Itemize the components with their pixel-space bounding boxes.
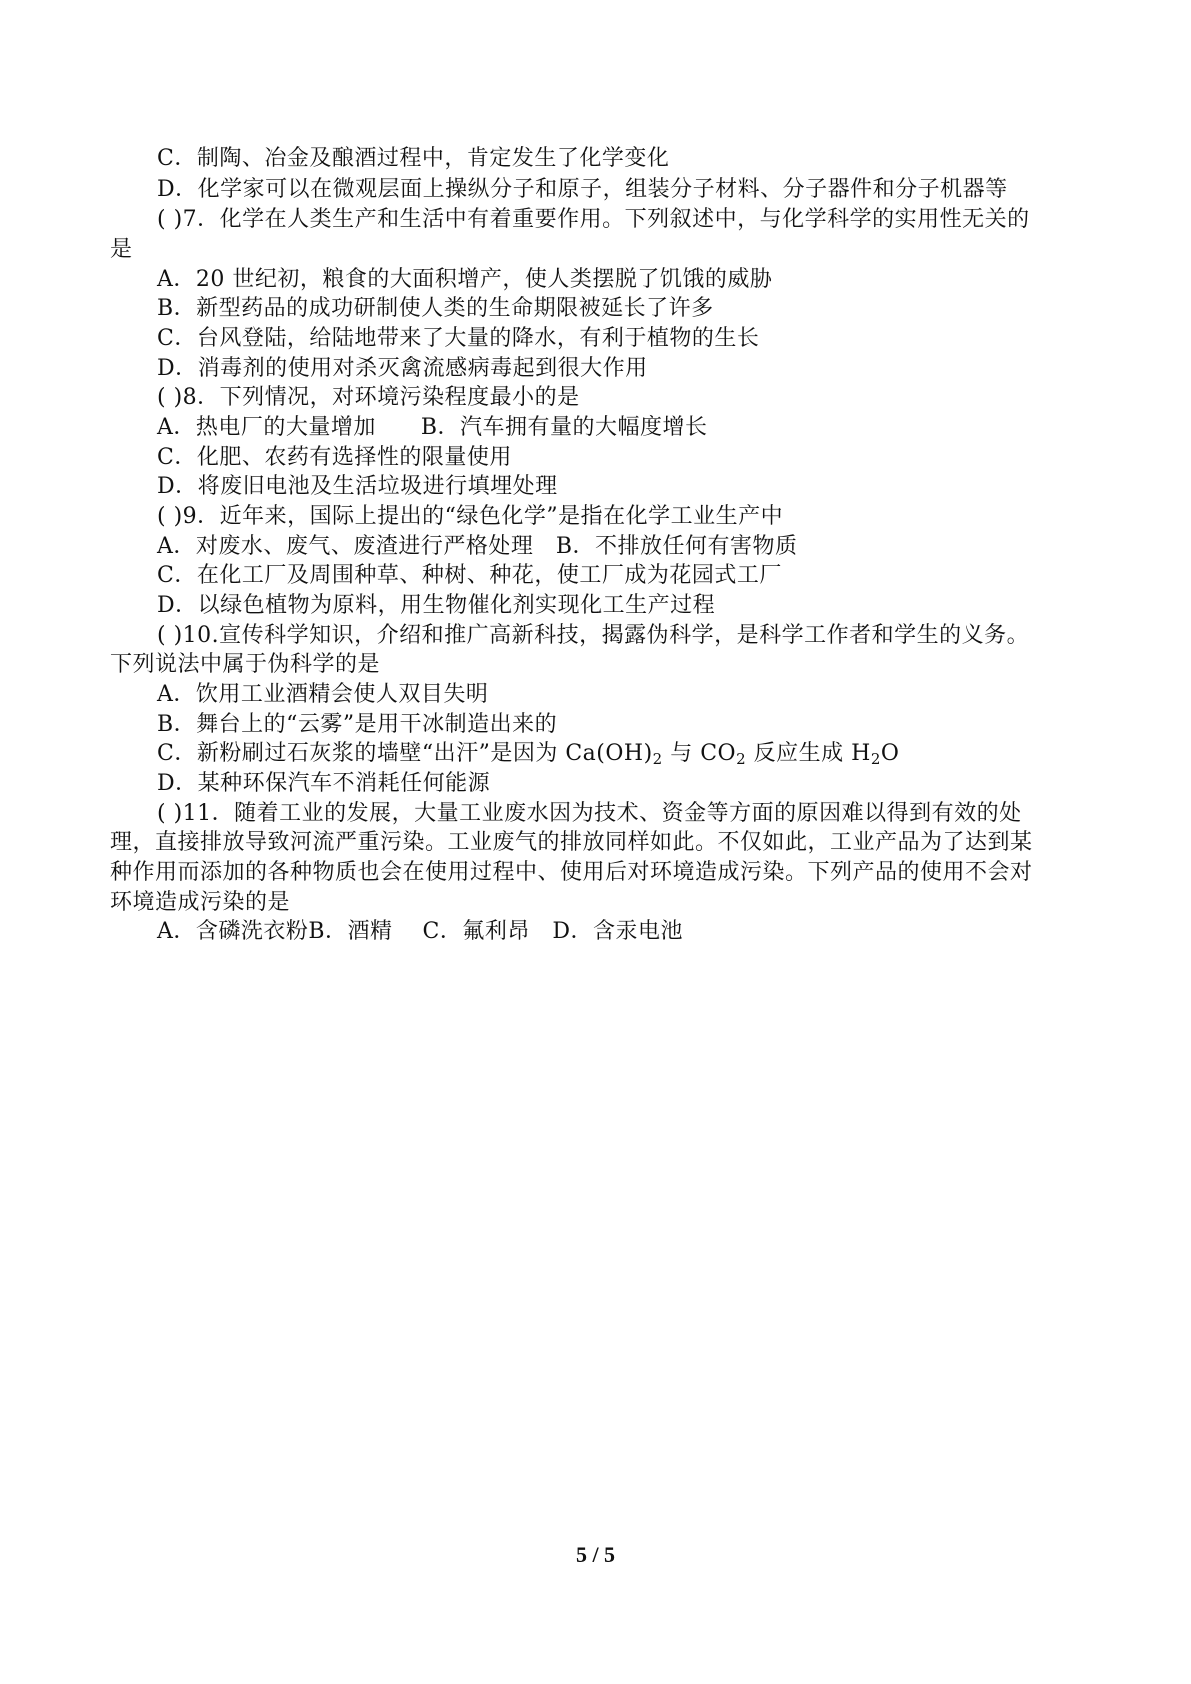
page-number: 5 / 5 — [575, 1542, 616, 1567]
question-10: ( )10.宣传科学知识，介绍和推广高新科技，揭露伪科学，是科学工作者和学生的义务。 — [157, 623, 1030, 648]
option-b: B．新型药品的成功研制使人类的生命期限被延长了许多 — [157, 296, 714, 321]
question-7: ( )7．化学在人类生产和生活中有着重要作用。下列叙述中，与化学科学的实用性无关的 — [157, 207, 1030, 232]
text-line: C．制陶、冶金及酿酒过程中，肯定发生了化学变化 — [157, 146, 670, 171]
option-b: B．舞台上的“云雾”是用干冰制造出来的 — [157, 712, 558, 737]
option-c: C．在化工厂及周围种草、种树、种花，使工厂成为花园式工厂 — [157, 563, 782, 588]
option-a: A．20 世纪初，粮食的大面积增产，使人类摆脱了饥饿的威胁 — [157, 267, 773, 292]
text-line: 种作用而添加的各种物质也会在使用过程中、使用后对环境造成污染。下列产品的使用不会对 — [110, 860, 1033, 885]
subscript: 2 — [652, 750, 663, 768]
question-8: ( )8．下列情况，对环境污染程度最小的是 — [157, 385, 580, 410]
text-part: 与 CO — [662, 741, 737, 766]
option-c: C．化肥、农药有选择性的限量使用 — [157, 445, 512, 470]
option-d: D．将废旧电池及生活垃圾进行填埋处理 — [157, 474, 558, 499]
text-line: 是 — [110, 237, 133, 262]
text-line: 下列说法中属于伪科学的是 — [110, 652, 381, 677]
text-line: 环境造成污染的是 — [110, 890, 291, 915]
text-line: 理，直接排放导致河流严重污染。工业废气的排放同样如此。不仅如此，工业产品为了达到某 — [110, 830, 1033, 855]
option-c: C．台风登陆，给陆地带来了大量的降水，有利于植物的生长 — [157, 326, 760, 351]
text-part: 反应生成 H — [746, 741, 871, 766]
text-part: O — [880, 741, 900, 766]
option-ab: A．热电厂的大量增加 B．汽车拥有量的大幅度增长 — [157, 415, 708, 440]
text-part: C．新粉刷过石灰浆的墙壁“出汗”是因为 Ca(OH) — [157, 741, 653, 766]
option-d: D．某种环保汽车不消耗任何能源 — [157, 771, 491, 796]
option-d: D．消毒剂的使用对杀灭禽流感病毒起到很大作用 — [157, 356, 648, 381]
text-line: D．化学家可以在微观层面上操纵分子和原子，组装分子材料、分子器件和分子机器等 — [157, 177, 1008, 202]
option-ab: A．对废水、废气、废渣进行严格处理 B．不排放任何有害物质 — [157, 534, 798, 559]
option-d: D．以绿色植物为原料，用生物催化剂实现化工生产过程 — [157, 593, 716, 618]
question-9: ( )9．近年来，国际上提出的“绿色化学”是指在化学工业生产中 — [157, 504, 784, 529]
options-abcd: A．含磷洗衣粉B．酒精 C．氟利昂 D．含汞电池 — [157, 919, 684, 944]
option-c — [157, 739, 899, 769]
subscript: 2 — [736, 750, 747, 768]
option-a: A．饮用工业酒精会使人双目失明 — [157, 682, 489, 707]
question-11: ( )11．随着工业的发展，大量工业废水因为技术、资金等方面的原因难以得到有效的处 — [157, 801, 1022, 826]
subscript: 2 — [870, 750, 881, 768]
